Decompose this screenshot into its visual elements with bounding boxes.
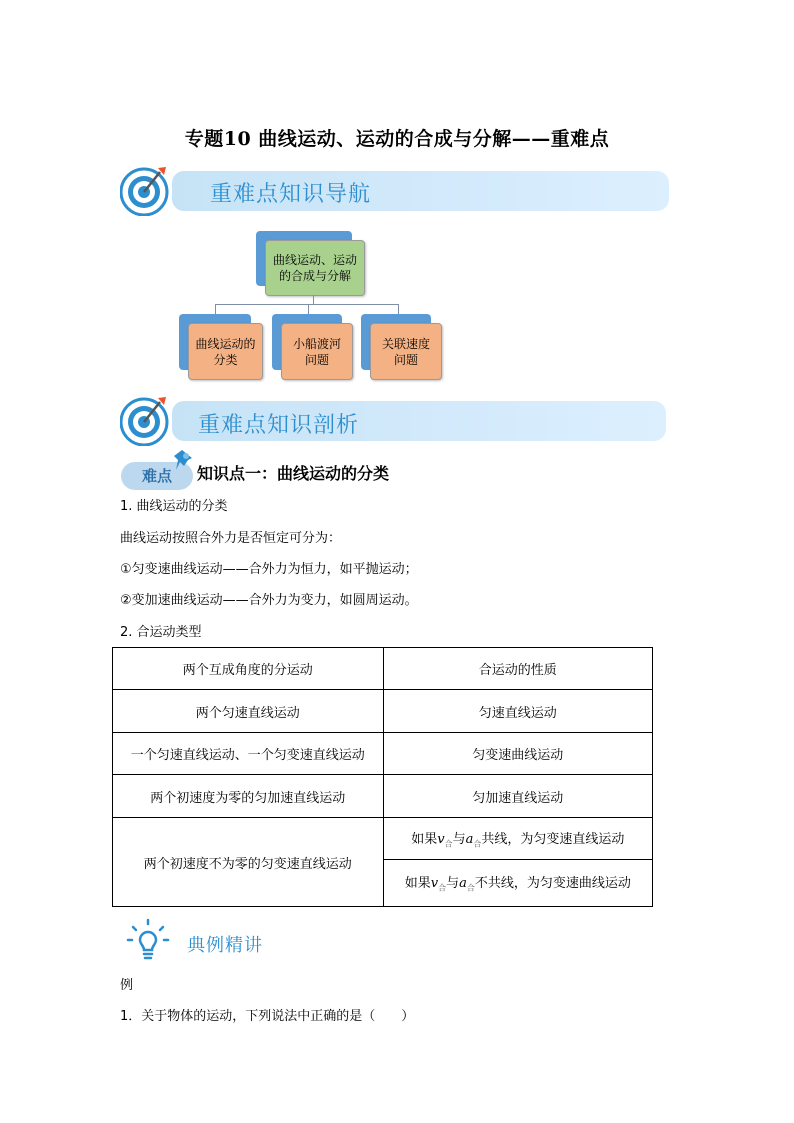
target-icon	[120, 164, 172, 216]
connector-horizontal	[215, 304, 399, 305]
table-cell: 两个初速度不为零的匀变速直线运动	[113, 818, 384, 907]
mindmap-child-3-label: 关联速度问题	[381, 336, 430, 367]
banner-title-nav: 重难点知识导航	[210, 182, 372, 207]
table-header-cell: 合运动的性质	[383, 648, 652, 690]
mindmap-child-1-label: 曲线运动的分类	[195, 336, 256, 367]
table-cell-collinear: 如果$v_合$与$a_合$共线，为匀变速直线运动	[383, 818, 652, 860]
mindmap-root	[265, 240, 365, 296]
banner-title-analysis: 重难点知识剖析	[198, 413, 360, 438]
example-question-1: 1．关于物体的运动，下列说法中正确的是（ ）	[120, 1009, 415, 1024]
difficulty-badge: 难点	[121, 462, 193, 490]
connector-right	[398, 304, 399, 314]
page-title: 专题10 曲线运动、运动的合成与分解——重难点	[184, 128, 610, 150]
mindmap-root-label: 曲线运动、运动的合成与分解	[272, 253, 357, 283]
example-heading: 典例精讲	[187, 935, 263, 956]
mindmap-child-3	[370, 323, 442, 380]
table-row	[113, 818, 653, 860]
lightbulb-icon	[126, 918, 170, 962]
table-cell: 两个初速度为零的匀加速直线运动	[113, 775, 384, 818]
knowledge-point-title: 知识点一：曲线运动的分类	[197, 464, 390, 483]
table-cell: 匀变速曲线运动	[383, 733, 652, 775]
mindmap-child-2	[281, 323, 353, 380]
target-icon	[120, 394, 172, 446]
table-cell: 两个匀速直线运动	[113, 690, 384, 733]
table-cell: 匀加速直线运动	[383, 775, 652, 818]
mindmap-child-2-label: 小船渡河问题	[292, 336, 341, 367]
table-cell: 匀速直线运动	[383, 690, 652, 733]
connector-left	[215, 304, 216, 314]
table-cell-non-collinear: 如果$v_合$与$a_合$不共线，为匀变速曲线运动	[383, 860, 652, 907]
mindmap-child-1	[188, 323, 263, 380]
connector-root	[313, 295, 314, 304]
motion-type-table	[112, 647, 653, 907]
connector-middle	[308, 304, 309, 314]
section-2-heading: 2. 合运动类型	[120, 625, 202, 640]
example-label: 例	[120, 978, 134, 993]
section-1-intro: 曲线运动按照合外力是否恒定可分为：	[120, 531, 342, 546]
table-row	[113, 733, 653, 775]
table-cell: 一个匀速直线运动、一个匀变速直线运动	[113, 733, 384, 775]
section-1-heading: 1. 曲线运动的分类	[120, 499, 228, 514]
section-1-item-2: ②变加速曲线运动——合外力为变力，如圆周运动。	[120, 593, 418, 608]
pushpin-icon	[172, 448, 196, 474]
table-row	[113, 775, 653, 818]
table-header-row	[113, 648, 653, 690]
table-row	[113, 690, 653, 733]
section-1-item-1: ①匀变速曲线运动——合外力为恒力，如平抛运动；	[120, 562, 418, 577]
table-header-cell: 两个互成角度的分运动	[113, 648, 384, 690]
